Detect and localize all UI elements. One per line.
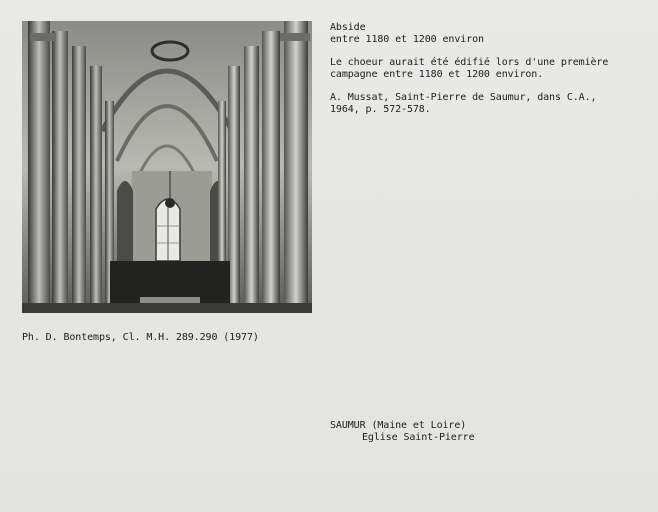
- caption-description-line-2: campagne entre 1180 et 1200 environ.: [330, 69, 544, 80]
- bibliography-reference-line-2: 1964, p. 572-578.: [330, 104, 431, 115]
- location-place: SAUMUR (Maine et Loire): [330, 420, 467, 431]
- photo-credit: Ph. D. Bontemps, Cl. M.H. 289.290 (1977): [22, 332, 259, 343]
- bibliography-reference-line-1: A. Mussat, Saint-Pierre de Saumur, dans C.A.,: [330, 92, 597, 103]
- church-interior-image: [22, 21, 312, 313]
- caption-description-line-1: Le choeur aurait été édifié lors d'une première: [330, 57, 609, 68]
- location-building: Eglise Saint-Pierre: [362, 432, 475, 443]
- caption-title: Abside: [330, 22, 366, 33]
- apse-photograph: [22, 21, 312, 313]
- caption-date: entre 1180 et 1200 environ: [330, 34, 484, 45]
